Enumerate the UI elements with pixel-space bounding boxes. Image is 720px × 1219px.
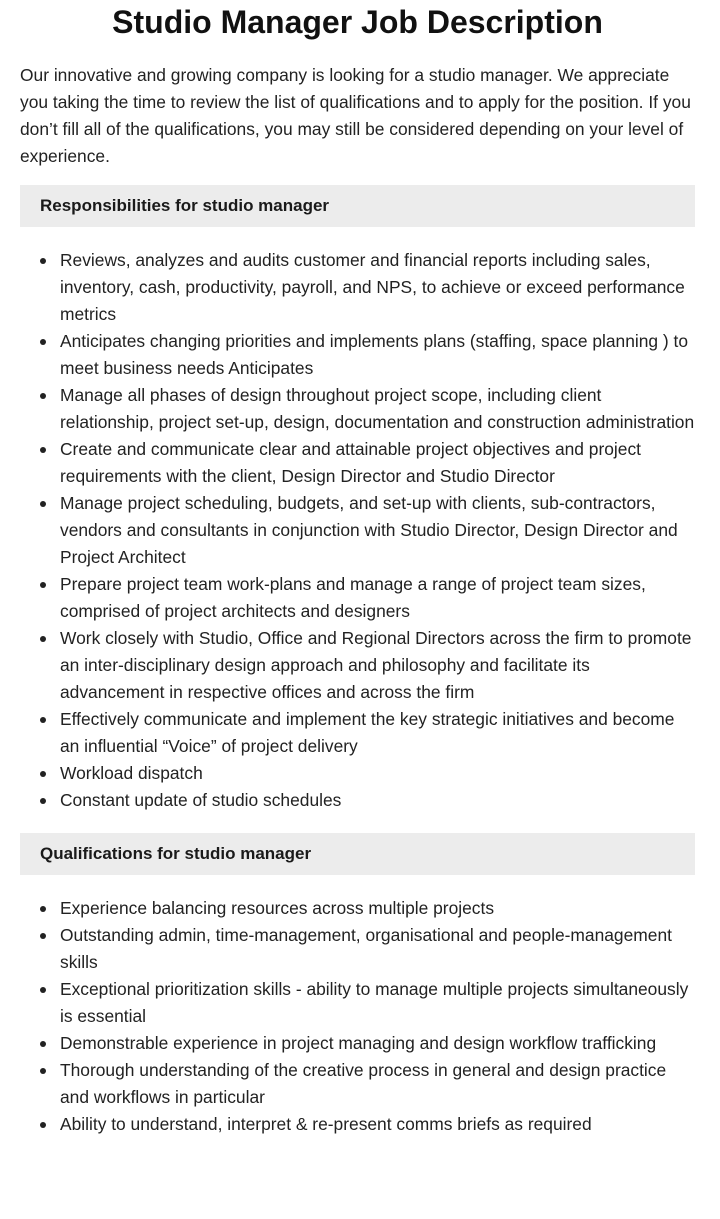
qualification-item: Exceptional prioritization skills - ability to manage multiple projects simultaneously is essential (60, 976, 695, 1030)
qualification-item: Ability to understand, interpret & re-present comms briefs as required (60, 1111, 695, 1138)
responsibility-item: Manage all phases of design throughout project scope, including client relationship, project set-up, design, documentation and construction administration (60, 382, 695, 436)
qualification-item: Outstanding admin, time-management, organisational and people-management skills (60, 922, 695, 976)
qualification-item: Experience balancing resources across multiple projects (60, 895, 695, 922)
responsibility-item: Reviews, analyzes and audits customer and financial reports including sales, inventory, cash, productivity, payroll, and NPS, to achieve or exceed performance metrics (60, 247, 695, 328)
responsibility-item: Create and communicate clear and attainable project objectives and project requirements with the client, Design Director and Studio Director (60, 436, 695, 490)
responsibility-item: Workload dispatch (60, 760, 695, 787)
responsibility-item: Prepare project team work-plans and manage a range of project team sizes, comprised of project architects and designers (60, 571, 695, 625)
qualification-item: Thorough understanding of the creative process in general and design practice and workflows in particular (60, 1057, 695, 1111)
responsibilities-list (20, 247, 695, 814)
responsibility-item: Manage project scheduling, budgets, and set-up with clients, sub-contractors, vendors and consultants in conjunction with Studio Director, Design Director and Project Architect (60, 490, 695, 571)
responsibility-item: Work closely with Studio, Office and Regional Directors across the firm to promote an inter-disciplinary design approach and philosophy and facilitate its advancement in respective offices and across the firm (60, 625, 695, 706)
responsibility-item: Constant update of studio schedules (60, 787, 695, 814)
responsibility-item: Anticipates changing priorities and implements plans (staffing, space planning ) to meet business needs Anticipates (60, 328, 695, 382)
page-title: Studio Manager Job Description (112, 4, 603, 40)
qualifications-heading: Qualifications for studio manager (20, 833, 695, 875)
qualifications-list (20, 895, 695, 1138)
intro-paragraph: Our innovative and growing company is looking for a studio manager. We appreciate you taking the time to review the list of qualifications and to apply for the position. If you don’t fill all of the qualifications, you may still be considered depending on your level of experience. (20, 65, 691, 166)
qualification-item: Demonstrable experience in project managing and design workflow trafficking (60, 1030, 695, 1057)
responsibility-item: Effectively communicate and implement the key strategic initiatives and become an influential “Voice” of project delivery (60, 706, 695, 760)
responsibilities-heading: Responsibilities for studio manager (20, 185, 695, 227)
